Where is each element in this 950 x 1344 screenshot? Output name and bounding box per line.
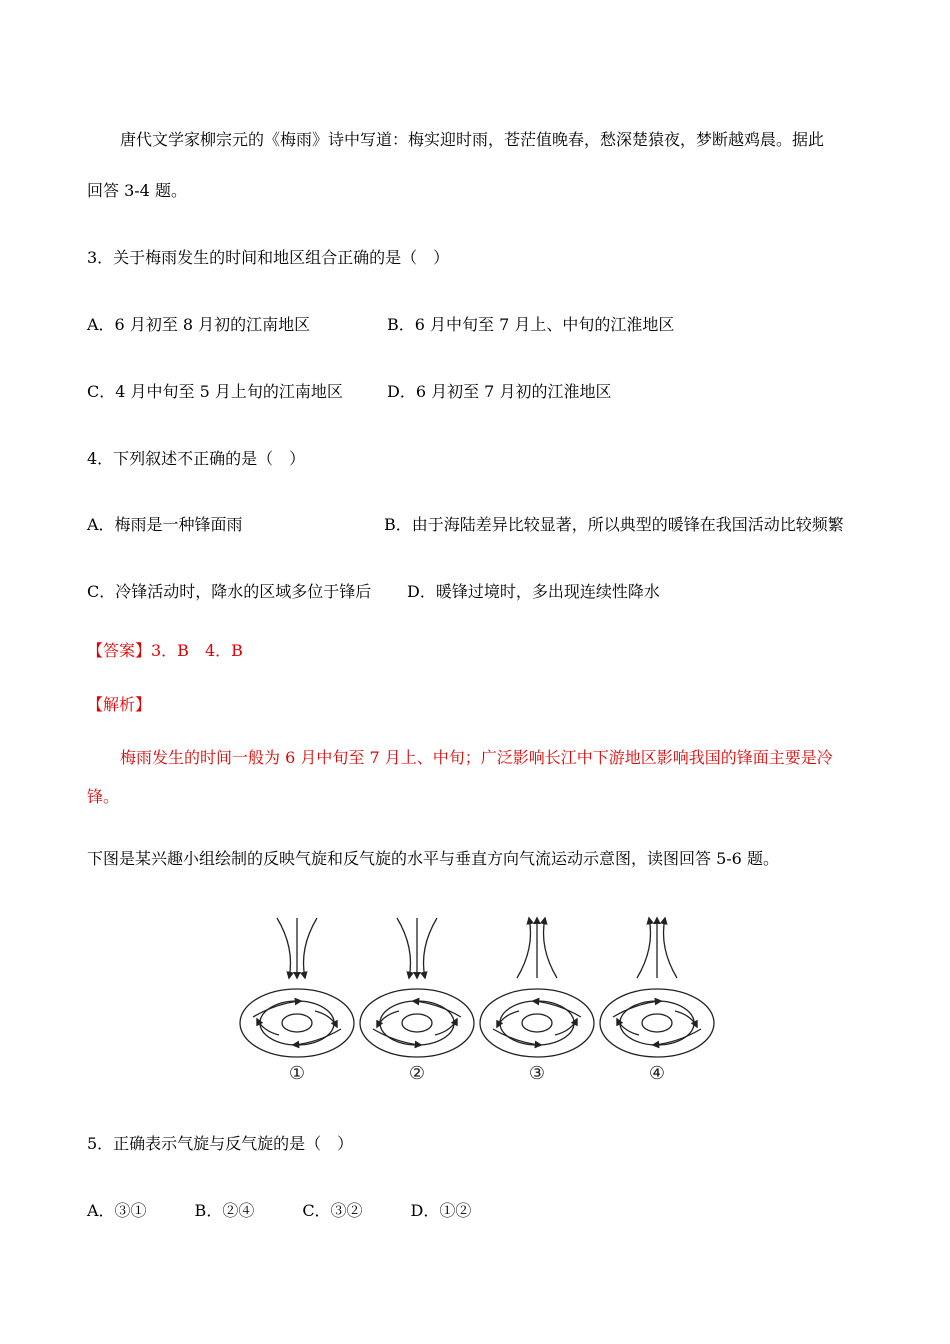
- diagram-label-1: ①: [288, 1063, 306, 1084]
- analysis-line-2: 锋。: [87, 787, 120, 806]
- q3-option-a: A．6 月初至 8 月初的江南地区: [87, 315, 311, 334]
- intro-5-6: 下图是某兴趣小组绘制的反映气旋和反气旋的水平与垂直方向气流运动示意图，读图回答 5-6 题。: [87, 849, 779, 868]
- diagram-panel-4: [600, 918, 714, 1084]
- diagram-panel-2: [360, 918, 474, 1084]
- q3-stem: 3．关于梅雨发生的时间和地区组合正确的是（ ）: [87, 248, 450, 267]
- descending-airflow-arrows: [277, 918, 317, 978]
- intro-line-2: 回答 3-4 题。: [87, 181, 187, 200]
- diagram-label-2: ②: [408, 1063, 426, 1084]
- isobar-rings: [240, 989, 354, 1057]
- analysis-line-1: 梅雨发生的时间一般为 6 月中旬至 7 月上、中旬；广泛影响长江中下游地区影响我国的锋面主要是冷: [120, 748, 833, 767]
- diagram-label-4: ④: [648, 1063, 666, 1084]
- answer-line: 【答案】3．B 4．B: [87, 641, 243, 660]
- isobar-rings: [480, 989, 594, 1057]
- q4-option-a: A．梅雨是一种锋面雨: [87, 515, 243, 534]
- clockwise-flow-arrows: [613, 1001, 701, 1045]
- cyclone-anticyclone-diagram: [232, 906, 722, 1086]
- counterclockwise-flow-arrows: [373, 1001, 461, 1045]
- counterclockwise-flow-arrows: [493, 1001, 581, 1045]
- ascending-airflow-arrows: [637, 918, 677, 978]
- ascending-airflow-arrows: [517, 918, 557, 978]
- diagram-panel-3: [480, 918, 594, 1084]
- q3-option-b: B．6 月中旬至 7 月上、中旬的江淮地区: [387, 315, 675, 334]
- isobar-rings: [360, 989, 474, 1057]
- descending-airflow-arrows: [397, 918, 437, 978]
- q5-stem: 5．正确表示气旋与反气旋的是（ ）: [87, 1134, 354, 1153]
- q3-option-c: C．4 月中旬至 5 月上旬的江南地区: [87, 382, 343, 401]
- clockwise-flow-arrows: [253, 1001, 341, 1045]
- q4-stem: 4．下列叙述不正确的是（ ）: [87, 449, 306, 468]
- q4-option-b: B．由于海陆差异比较显著，所以典型的暖锋在我国活动比较频繁: [384, 515, 844, 534]
- q5-options: A．③① B．②④ C．③② D．①②: [87, 1201, 472, 1220]
- analysis-label: 【解析】: [87, 695, 152, 714]
- diagram-label-3: ③: [528, 1063, 546, 1084]
- isobar-rings: [600, 989, 714, 1057]
- diagram-panel-1: [240, 918, 354, 1084]
- q3-option-d: D．6 月初至 7 月初的江淮地区: [387, 382, 612, 401]
- q4-option-c: C．冷锋活动时，降水的区域多位于锋后: [87, 582, 372, 601]
- intro-line-1: 唐代文学家柳宗元的《梅雨》诗中写道：梅实迎时雨，苍茫值晚春，愁深楚猿夜，梦断越鸡晨。据此: [120, 130, 825, 149]
- q4-option-d: D．暖锋过境时，多出现连续性降水: [407, 582, 660, 601]
